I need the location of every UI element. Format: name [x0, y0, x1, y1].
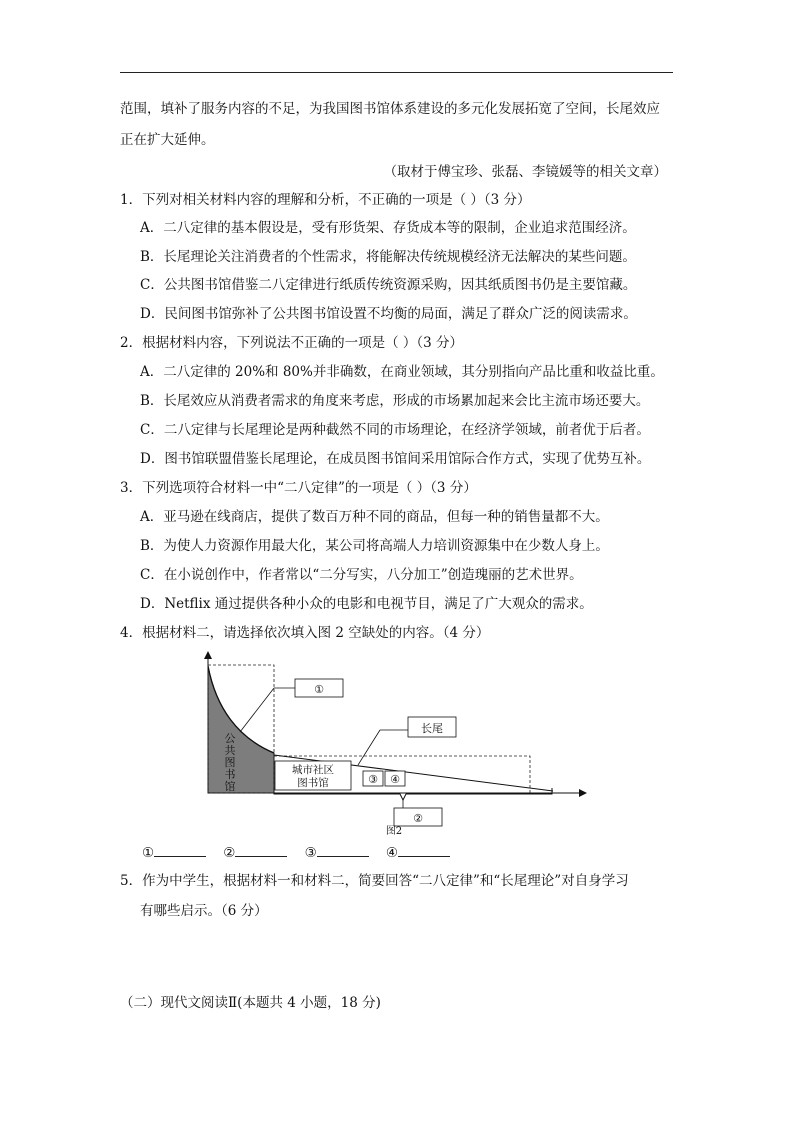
- q5-line-2: 有哪些启示。（6 分）: [140, 903, 268, 919]
- q2-option-b: B．长尾效应从消费者需求的角度来考虑，形成的市场累加起来会比主流市场还要大。: [140, 393, 650, 409]
- answer-label-1: ①: [142, 845, 155, 861]
- blank-box-3-label: ③: [368, 773, 378, 786]
- q3-option-b: B．为使人力资源作用最大化，某公司将高端人力培训资源集中在少数人身上。: [140, 538, 609, 554]
- answer-label-4: ④: [385, 845, 398, 861]
- q1-option-b: B．长尾理论关注消费者的个性需求，将能解决传统规模经济无法解决的某些问题。: [140, 249, 636, 265]
- q2-option-d: D．图书馆联盟借鉴长尾理论，在成员图书馆间采用馆际合作方式，实现了优势互补。: [140, 451, 651, 467]
- public-library-char-4: 书: [224, 768, 236, 781]
- source-citation: （取材于傅宝珍、张磊、李镜媛等的相关文章）: [383, 164, 667, 180]
- figure-caption: 图2: [385, 826, 403, 837]
- public-library-char-1: 公: [224, 732, 236, 745]
- q2-option-c: C．二八定律与长尾理论是两种截然不同的市场理论，在经济学领域，前者优于后者。: [140, 422, 650, 438]
- header-rule: [120, 72, 673, 73]
- q1-option-a: A．二八定律的基本假设是，受有形货架、存货成本等的限制，企业追求范围经济。: [140, 220, 636, 236]
- public-library-char-2: 共: [224, 744, 236, 757]
- public-library-area: [208, 666, 274, 793]
- answer-label-2: ②: [223, 845, 236, 861]
- connector-long-tail: [358, 730, 380, 765]
- q2-stem: 2．根据材料内容，下列说法不正确的一项是（ ）（3 分）: [120, 335, 464, 351]
- q1-option-d: D．民间图书馆弥补了公共图书馆设置不均衡的局面，满足了群众广泛的阅读需求。: [140, 306, 637, 322]
- long-tail-label: 长尾: [421, 722, 443, 735]
- q2-option-a: A．二八定律的 20%和 80%并非确数，在商业领域，其分别指向产品比重和收益比重。: [140, 364, 664, 380]
- public-library-char-3: 图: [224, 756, 236, 769]
- q4-answer-row: [142, 843, 450, 861]
- community-library-label-1: 城市社区: [292, 764, 334, 776]
- figure-2-diagram: [198, 648, 598, 838]
- blank-box-2-label: ②: [413, 812, 423, 825]
- answer-label-3: ③: [304, 845, 317, 861]
- q5-line-1: 5．作为中学生，根据材料一和材料二，简要回答“二八定律”和“长尾理论”对自身学习: [120, 873, 629, 889]
- q3-stem: 3．下列选项符合材料一中“二八定律”的一项是（ ）（3 分）: [120, 480, 477, 496]
- q3-option-a: A．亚马逊在线商店，提供了数百万种不同的商品，但每一种的销售量都不大。: [140, 509, 609, 525]
- q3-option-d: D．Netflix 通过提供各种小众的电影和电视节目，满足了广大观众的需求。: [140, 596, 593, 612]
- public-library-char-5: 馆: [224, 780, 236, 793]
- connector-box-1: [240, 688, 274, 732]
- answer-blank-2[interactable]: [235, 843, 287, 857]
- community-library-label-2: 图书馆: [297, 777, 329, 789]
- q4-stem: 4．根据材料二，请选择依次填入图 2 空缺处的内容。（4 分）: [120, 625, 490, 641]
- intro-line-1: 范围，填补了服务内容的不足，为我国图书馆体系建设的多元化发展拓宽了空间，长尾效应: [120, 101, 660, 117]
- intro-line-2: 正在扩大延伸。: [120, 132, 215, 148]
- answer-blank-3[interactable]: [317, 843, 369, 857]
- blank-box-1-label: ①: [314, 683, 324, 696]
- blank-box-4-label: ④: [390, 773, 400, 786]
- q1-option-c: C．公共图书馆借鉴二八定律进行纸质传统资源采购，因其纸质图书仍是主要馆藏。: [140, 277, 637, 293]
- q3-option-c: C．在小说创作中，作者常以“二分写实，八分加工”创造瑰丽的艺术世界。: [140, 567, 583, 583]
- answer-blank-4[interactable]: [398, 843, 450, 857]
- section-2-title: （二）现代文阅读Ⅱ(本题共 4 小题，18 分): [120, 995, 381, 1011]
- q1-stem: 1．下列对相关材料内容的理解和分析，不正确的一项是（ ）（3 分）: [120, 192, 531, 208]
- answer-blank-1[interactable]: [154, 843, 206, 857]
